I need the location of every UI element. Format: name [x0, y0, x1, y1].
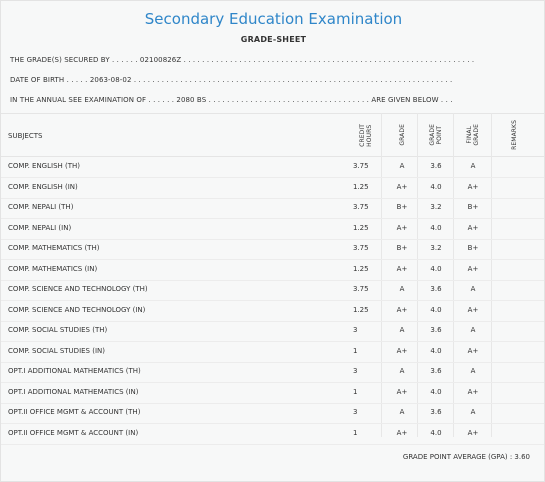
subject-cell: OPT.II OFFICE MGMT & ACCOUNT (TH) [8, 408, 141, 416]
date-of-birth-line: DATE OF BIRTH . . . . . 2063-08-02 . . . . . . . . . . . . . . . . . . . . . . . . . . . . . . . . . . . . . . . . . . . . . . . . . . . . . . . . . . . . . . . . . . . . . [10, 76, 453, 84]
table-row [1, 279, 544, 301]
grade-point-cell: 4.0 [430, 387, 442, 396]
final-grade-cell: A [470, 367, 476, 375]
final-grade-cell: A+ [467, 346, 479, 355]
table-row [1, 423, 544, 445]
grade-point-cell: 3.6 [430, 162, 442, 170]
page-subtitle: GRADE-SHEET [240, 35, 307, 44]
credit-hours-cell: 3 [353, 367, 358, 375]
final-grade-cell: A [470, 162, 476, 170]
subject-cell: COMP. MATHEMATICS (IN) [8, 264, 98, 273]
table-row [1, 238, 544, 260]
subject-cell: COMP. ENGLISH (IN) [8, 182, 78, 191]
subject-cell: OPT.I ADDITIONAL MATHEMATICS (TH) [8, 367, 141, 375]
grade-point-cell: 4.0 [430, 305, 442, 314]
grade-cell: A [399, 408, 405, 416]
final-grade-cell: A+ [467, 182, 479, 191]
table-row [1, 361, 544, 383]
table-row [1, 218, 544, 240]
grade-cell: A+ [396, 223, 408, 232]
grade-cell: A+ [396, 346, 408, 355]
credit-hours-cell: 3.75 [353, 203, 369, 211]
final-grade-cell: A+ [467, 264, 479, 273]
subject-cell: COMP. MATHEMATICS (TH) [8, 244, 100, 252]
credit-hours-cell: 3 [353, 326, 358, 334]
final-grade-header: FINAL GRADE [466, 124, 480, 146]
credit-hours-cell: 3.75 [353, 285, 369, 293]
grade-cell: A [399, 326, 405, 334]
grade-point-cell: 4.0 [430, 264, 442, 273]
subject-cell: COMP. SOCIAL STUDIES (IN) [8, 346, 105, 355]
grade-point-cell: 3.2 [430, 244, 442, 252]
final-grade-cell: A+ [467, 305, 479, 314]
credit-hours-cell: 1.25 [353, 264, 369, 273]
table-header [1, 113, 544, 157]
credit-hours-cell: 1.25 [353, 223, 369, 232]
grade-cell: A+ [396, 387, 408, 396]
subject-cell: COMP. SCIENCE AND TECHNOLOGY (IN) [8, 305, 146, 314]
grade-cell: A+ [396, 305, 408, 314]
credit-hours-header: CREDIT HOURS [359, 123, 373, 147]
credit-hours-cell: 3.75 [353, 162, 369, 170]
final-grade-cell: A [470, 326, 476, 334]
grade-secured-by-line: THE GRADE(S) SECURED BY . . . . . . 02100826Z . . . . . . . . . . . . . . . . . . . . . . . . . . . . . . . . . . . . . . . . . . . . . . . . . . . . . . . . . . . . . . . [10, 56, 475, 64]
credit-hours-cell: 1.25 [353, 182, 369, 191]
subject-cell: COMP. ENGLISH (TH) [8, 162, 80, 170]
grade-cell: A+ [396, 264, 408, 273]
final-grade-cell: B+ [467, 203, 479, 211]
final-grade-cell: A+ [467, 387, 479, 396]
grade-point-cell: 4.0 [430, 346, 442, 355]
table-row [1, 402, 544, 424]
credit-hours-cell: 1 [353, 387, 358, 396]
grade-header: GRADE [398, 124, 406, 146]
grade-point-cell: 3.6 [430, 408, 442, 416]
subject-cell: OPT.II OFFICE MGMT & ACCOUNT (IN) [8, 428, 139, 437]
remarks-header: REMARKS [510, 120, 518, 150]
grade-point-cell: 3.6 [430, 326, 442, 334]
credit-hours-cell: 1.25 [353, 305, 369, 314]
grade-cell: B+ [396, 244, 408, 252]
grade-point-cell: 3.6 [430, 285, 442, 293]
table-row [1, 259, 544, 281]
subject-cell: COMP. SOCIAL STUDIES (TH) [8, 326, 108, 334]
table-row [1, 300, 544, 322]
subjects-header: SUBJECTS [8, 132, 43, 140]
final-grade-cell: B+ [467, 244, 479, 252]
final-grade-cell: A+ [467, 428, 479, 437]
final-grade-cell: A [470, 408, 476, 416]
credit-hours-cell: 3 [353, 408, 358, 416]
grade-cell: A [399, 285, 405, 293]
examination-line: IN THE ANNUAL SEE EXAMINATION OF . . . . . . 2080 BS . . . . . . . . . . . . . . . . . . . . . . . . . . . . . . . . . . . ARE GIVEN BELOW . . . [10, 96, 453, 104]
table-row [1, 197, 544, 219]
grade-cell: B+ [396, 203, 408, 211]
table-row [1, 382, 544, 404]
grade-point-cell: 3.2 [430, 203, 442, 211]
credit-hours-cell: 3.75 [353, 244, 369, 252]
subject-cell: COMP. NEPALI (TH) [8, 203, 74, 211]
gpa-summary: GRADE POINT AVERAGE (GPA) : 3.60 [402, 453, 530, 461]
final-grade-cell: A+ [467, 223, 479, 232]
subject-cell: OPT.I ADDITIONAL MATHEMATICS (IN) [8, 387, 139, 396]
grade-point-cell: 4.0 [430, 223, 442, 232]
grade-cell: A [399, 367, 405, 375]
table-row [1, 156, 544, 178]
subject-cell: COMP. NEPALI (IN) [8, 223, 72, 232]
subject-cell: COMP. SCIENCE AND TECHNOLOGY (TH) [8, 285, 148, 293]
table-row [1, 341, 544, 363]
grade-point-cell: 3.6 [430, 367, 442, 375]
final-grade-cell: A [470, 285, 476, 293]
credit-hours-cell: 1 [353, 346, 358, 355]
grade-point-cell: 4.0 [430, 428, 442, 437]
grade-point-header: GRADE POINT [429, 124, 443, 146]
grade-cell: A [399, 162, 405, 170]
grade-point-cell: 4.0 [430, 182, 442, 191]
page-title: Secondary Education Examination [144, 10, 403, 28]
grade-cell: A+ [396, 182, 408, 191]
table-row [1, 320, 544, 342]
grade-cell: A+ [396, 428, 408, 437]
credit-hours-cell: 1 [353, 428, 358, 437]
table-row [1, 177, 544, 199]
